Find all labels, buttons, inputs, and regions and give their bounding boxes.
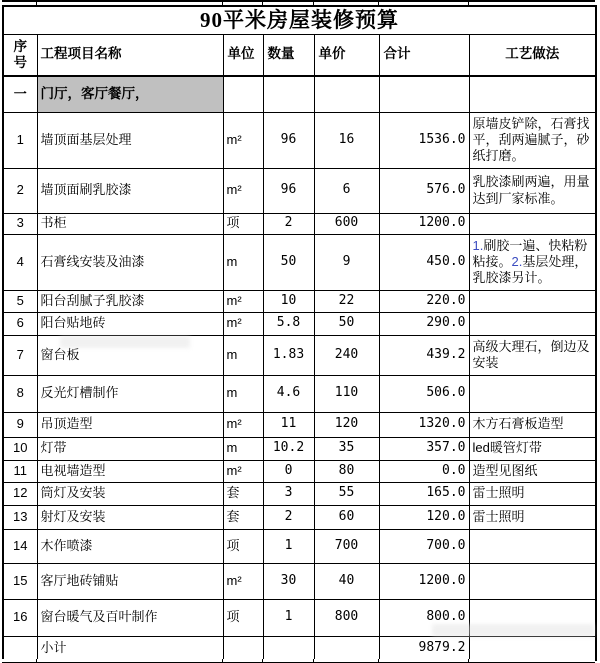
cell-total-6: 290.0 — [379, 312, 469, 335]
cell-name-12: 筒灯及安装 — [37, 482, 223, 505]
cell-unit-14: 项 — [223, 529, 263, 563]
title-row — [3, 6, 596, 34]
cell-total-3: 1200.0 — [379, 213, 469, 234]
cell-total-13: 120.0 — [379, 505, 469, 529]
cell-total-12: 165.0 — [379, 482, 469, 505]
cell-total-4: 450.0 — [379, 234, 469, 290]
cell-price-14: 700 — [314, 529, 379, 563]
cell-name-15: 客厅地砖铺贴 — [37, 563, 223, 599]
cell-total-16: 800.0 — [379, 599, 469, 636]
cell-total-subtotal: 9879.2 — [379, 636, 469, 660]
cell-name-11: 电视墙造型 — [37, 460, 223, 482]
cell-total-15: 1200.0 — [379, 563, 469, 599]
cell-seq-5: 5 — [3, 290, 37, 312]
cell-name-6: 阳台贴地砖 — [37, 312, 223, 335]
cell-unit-12: 套 — [223, 482, 263, 505]
cell-seq-16: 16 — [3, 599, 37, 636]
cell-total-10: 357.0 — [379, 437, 469, 460]
cell-seq-一: 一 — [3, 76, 37, 112]
craft-step-number: 2. — [511, 253, 523, 269]
cell-unit-10: m — [223, 437, 263, 460]
cell-qty-16: 1 — [263, 599, 314, 636]
grid-line — [36, 659, 37, 662]
cell-seq-9: 9 — [3, 412, 37, 437]
cell-unit-5: m² — [223, 290, 263, 312]
cell-seq-4: 4 — [3, 234, 37, 290]
cell-price-11: 80 — [314, 460, 379, 482]
cell-total-1: 1536.0 — [379, 112, 469, 168]
cell-qty-8: 4.6 — [263, 375, 314, 412]
cell-qty-12: 3 — [263, 482, 314, 505]
section-row — [3, 76, 596, 112]
cell-price-13: 60 — [314, 505, 379, 529]
grid-line — [378, 659, 379, 662]
cell-qty-10: 10.2 — [263, 437, 314, 460]
cell-seq-1: 1 — [3, 112, 37, 168]
budget-table — [2, 5, 597, 661]
cell-seq-2: 2 — [3, 168, 37, 213]
cell-name-subtotal: 小计 — [37, 636, 223, 660]
cell-unit-13: 套 — [223, 505, 263, 529]
cell-price-7: 240 — [314, 335, 379, 375]
cell-qty-9: 11 — [263, 412, 314, 437]
cell-total-14: 700.0 — [379, 529, 469, 563]
column-header-unit: 单位 — [223, 34, 263, 76]
cell-qty-2: 96 — [263, 168, 314, 213]
subtotal-row — [3, 636, 596, 660]
cell-qty-11: 0 — [263, 460, 314, 482]
cell-name-1: 墙顶面基层处理 — [37, 112, 223, 168]
cell-seq-15: 15 — [3, 563, 37, 599]
item-row — [3, 234, 596, 290]
cell-craft-14 — [469, 529, 596, 563]
cell-total-7: 439.2 — [379, 335, 469, 375]
cell-seq-3: 3 — [3, 213, 37, 234]
grid-line — [222, 659, 223, 662]
cell-craft-15 — [469, 563, 596, 599]
cell-total-一 — [379, 76, 469, 112]
grid-line — [313, 659, 314, 662]
cell-price-subtotal — [314, 636, 379, 660]
cell-seq-12: 12 — [3, 482, 37, 505]
craft-text: 基层处理，乳胶漆另计。 — [472, 253, 588, 286]
cell-craft-12: 雷士照明 — [469, 482, 596, 505]
cell-qty-1: 96 — [263, 112, 314, 168]
cell-name-9: 吊顶造型 — [37, 412, 223, 437]
cell-unit-3: 项 — [223, 213, 263, 234]
cell-price-一 — [314, 76, 379, 112]
cell-seq-6: 6 — [3, 312, 37, 335]
cell-price-3: 600 — [314, 213, 379, 234]
cell-seq-subtotal — [3, 636, 37, 660]
cell-qty-13: 2 — [263, 505, 314, 529]
item-row — [3, 505, 596, 529]
cell-unit-9: m² — [223, 412, 263, 437]
cell-seq-13: 13 — [3, 505, 37, 529]
cell-price-8: 110 — [314, 375, 379, 412]
cell-qty-6: 5.8 — [263, 312, 314, 335]
column-header-row — [3, 34, 596, 76]
column-header-craft: 工艺做法 — [469, 34, 596, 76]
page-title: 90平米房屋装修预算 — [3, 6, 596, 34]
cell-price-2: 6 — [314, 168, 379, 213]
cell-total-2: 576.0 — [379, 168, 469, 213]
cell-qty-4: 50 — [263, 234, 314, 290]
cell-seq-7: 7 — [3, 335, 37, 375]
cell-unit-4: m — [223, 234, 263, 290]
bottom-partial-row — [2, 659, 595, 663]
cell-seq-11: 11 — [3, 460, 37, 482]
cell-name-一: 门厅，客厅餐厅， — [37, 76, 223, 112]
cell-name-5: 阳台刮腻子乳胶漆 — [37, 290, 223, 312]
cell-craft-3 — [469, 213, 596, 234]
cell-craft-一 — [469, 76, 596, 112]
cell-price-5: 22 — [314, 290, 379, 312]
cell-name-8: 反光灯槽制作 — [37, 375, 223, 412]
cell-total-8: 506.0 — [379, 375, 469, 412]
cell-unit-11: m² — [223, 460, 263, 482]
cell-craft-13: 雷士照明 — [469, 505, 596, 529]
grid-line — [468, 659, 469, 662]
cell-craft-9: 木方石膏板造型 — [469, 412, 596, 437]
cell-craft-4 — [469, 234, 596, 290]
cell-qty-15: 30 — [263, 563, 314, 599]
cell-unit-8: m — [223, 375, 263, 412]
cell-craft-5 — [469, 290, 596, 312]
cell-unit-15: m² — [223, 563, 263, 599]
item-row — [3, 437, 596, 460]
cell-unit-2: m² — [223, 168, 263, 213]
cell-craft-1: 原墙皮铲除，石膏找平，刮两遍腻子，砂纸打磨。 — [469, 112, 596, 168]
item-row — [3, 213, 596, 234]
cell-name-10: 灯带 — [37, 437, 223, 460]
column-header-total: 合计 — [379, 34, 469, 76]
cell-seq-10: 10 — [3, 437, 37, 460]
item-row — [3, 312, 596, 335]
grid-line — [262, 659, 263, 662]
column-header-price: 单价 — [314, 34, 379, 76]
cell-qty-5: 10 — [263, 290, 314, 312]
column-header-name: 工程项目名称 — [37, 34, 223, 76]
cell-price-15: 40 — [314, 563, 379, 599]
cell-price-4: 9 — [314, 234, 379, 290]
item-row — [3, 112, 596, 168]
cell-total-11: 0.0 — [379, 460, 469, 482]
cell-total-9: 1320.0 — [379, 412, 469, 437]
cell-price-6: 50 — [314, 312, 379, 335]
cell-price-1: 16 — [314, 112, 379, 168]
cell-unit-1: m² — [223, 112, 263, 168]
cell-price-9: 120 — [314, 412, 379, 437]
cell-name-14: 木作喷漆 — [37, 529, 223, 563]
column-header-qty: 数量 — [263, 34, 314, 76]
cell-seq-8: 8 — [3, 375, 37, 412]
cell-price-12: 55 — [314, 482, 379, 505]
cell-unit-subtotal — [223, 636, 263, 660]
cell-qty-7: 1.83 — [263, 335, 314, 375]
cell-qty-一 — [263, 76, 314, 112]
cell-unit-16: 项 — [223, 599, 263, 636]
cell-craft-16 — [469, 599, 596, 636]
cell-name-4: 石膏线安装及油漆 — [37, 234, 223, 290]
cell-craft-2: 乳胶漆刷两遍，用量达到厂家标准。 — [469, 168, 596, 213]
cell-unit-一 — [223, 76, 263, 112]
item-row — [3, 529, 596, 563]
item-row — [3, 168, 596, 213]
cell-price-10: 35 — [314, 437, 379, 460]
cell-seq-14: 14 — [3, 529, 37, 563]
item-row — [3, 335, 596, 375]
cell-craft-11: 造型见图纸 — [469, 460, 596, 482]
item-row — [3, 482, 596, 505]
item-row — [3, 599, 596, 636]
column-header-seq: 序 号 — [3, 34, 37, 76]
cell-qty-3: 2 — [263, 213, 314, 234]
cell-price-16: 800 — [314, 599, 379, 636]
cell-name-16: 窗台暖气及百叶制作 — [37, 599, 223, 636]
cell-unit-7: m — [223, 335, 263, 375]
item-row — [3, 290, 596, 312]
cell-name-7: 窗台板 — [37, 335, 223, 375]
craft-text: 刷胶一遍、快粘粉粘接。 — [472, 237, 588, 269]
item-row — [3, 460, 596, 482]
item-row — [3, 563, 596, 599]
cell-craft-10: led暖管灯带 — [469, 437, 596, 460]
cell-name-2: 墙顶面刷乳胶漆 — [37, 168, 223, 213]
cell-qty-14: 1 — [263, 529, 314, 563]
craft-step-number: 1. — [472, 237, 484, 253]
cell-qty-subtotal — [263, 636, 314, 660]
cell-name-3: 书柜 — [37, 213, 223, 234]
cell-craft-subtotal — [469, 636, 596, 660]
cell-name-13: 射灯及安装 — [37, 505, 223, 529]
cell-unit-6: m² — [223, 312, 263, 335]
item-row — [3, 375, 596, 412]
cell-total-5: 220.0 — [379, 290, 469, 312]
cell-craft-7: 高级大理石，倒边及安装 — [469, 335, 596, 375]
cell-craft-6 — [469, 312, 596, 335]
item-row — [3, 412, 596, 437]
cell-craft-8 — [469, 375, 596, 412]
